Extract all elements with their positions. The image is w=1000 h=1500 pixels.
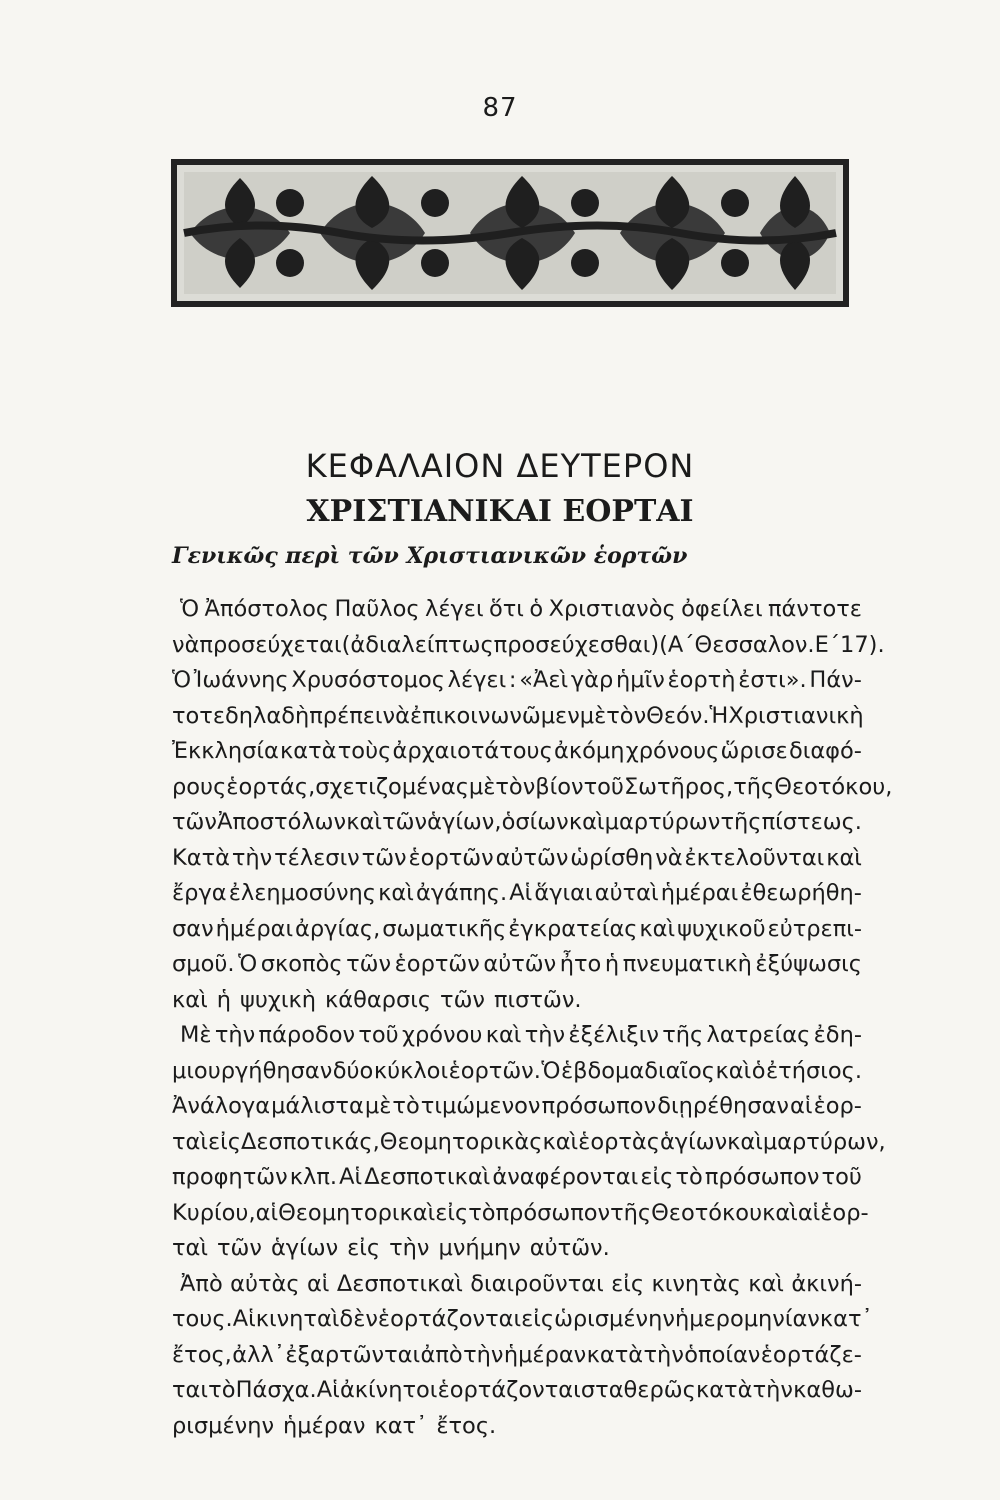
word: τὴν: [231, 844, 273, 871]
text-line: [172, 628, 885, 664]
word: αἱ: [797, 1199, 821, 1226]
word: σαν: [172, 915, 214, 942]
word: Κυρίου,: [172, 1199, 256, 1226]
word: εἰς: [208, 1128, 241, 1155]
word: Ὁ: [541, 1057, 561, 1084]
word: ὅτι: [489, 596, 524, 622]
word: ἔργα: [172, 880, 227, 906]
word: ἡμέραν: [283, 1412, 366, 1439]
word: τῆς: [720, 809, 762, 835]
word: ἡ: [604, 951, 620, 977]
text-line: [172, 1125, 886, 1161]
word: «Ἀεὶ: [519, 667, 569, 693]
word: τὴν: [643, 1341, 684, 1368]
text-line: [172, 947, 862, 983]
word: ἑορτὰς: [578, 1128, 660, 1155]
word: τῶν: [382, 809, 428, 835]
word: τῆς: [610, 1199, 652, 1226]
word: καὶ: [172, 986, 208, 1013]
word: Ἀνάλογα: [172, 1093, 271, 1119]
word: Ἀποστόλων: [217, 809, 347, 835]
word: ἔτος.: [436, 1412, 497, 1439]
word: ρισμένην: [172, 1412, 275, 1439]
word: τὴν: [463, 1341, 504, 1368]
word: τὴν: [214, 1022, 256, 1048]
word: τὴν: [524, 1022, 566, 1048]
word: ἑορτῶν: [394, 951, 480, 977]
word: καὶ: [762, 1199, 798, 1226]
word: τῶν: [172, 809, 217, 835]
word: εἰς: [611, 1270, 645, 1297]
word: (ἀδιαλείπτως: [341, 631, 494, 658]
word: δηλαδὴ: [225, 702, 310, 729]
word: τέλεσιν: [274, 844, 360, 871]
text-line: [172, 841, 862, 877]
word: καὶ: [378, 880, 414, 906]
word: τὸ: [675, 1164, 703, 1190]
word: Ἡ: [709, 702, 729, 729]
word: χρόνους: [625, 738, 720, 764]
word: Ὁ: [180, 596, 200, 622]
word: ἅγιαι: [534, 880, 593, 906]
word: Δεσποτικαὶ: [336, 1270, 463, 1297]
word: ψυχικὴ: [239, 986, 316, 1013]
word: δύο: [332, 1057, 374, 1084]
text-line: [172, 983, 862, 1019]
word: Ὁ: [172, 667, 192, 693]
word: ἁγίων,: [427, 809, 502, 835]
word: τῶν: [440, 986, 486, 1013]
word: κατὰ: [695, 1377, 753, 1403]
word: πρόσωπον: [704, 1164, 820, 1190]
word: Σωτῆρος,: [623, 773, 734, 800]
word: Πάσχα.: [235, 1377, 317, 1403]
word: τὸν: [495, 773, 536, 800]
word: ρους: [172, 773, 227, 800]
word: ἑορτάζονται: [437, 1377, 581, 1403]
word: ἐδη-: [813, 1022, 862, 1048]
word: πιστῶν.: [494, 986, 582, 1013]
word: ὡρίσθη: [570, 844, 654, 871]
word: Ε΄: [814, 631, 841, 658]
word: ἑορτῶν: [408, 844, 494, 871]
word: ἁγίων: [659, 1128, 728, 1155]
word: ἑορτὴ: [667, 667, 736, 693]
word: 17).: [840, 631, 885, 658]
text-line: [172, 1089, 862, 1125]
word: προσεύχεσθαι): [493, 631, 660, 658]
word: εἰς: [435, 1199, 469, 1226]
word: ἑορτῶν.: [448, 1057, 541, 1084]
word: τῆς: [733, 773, 775, 800]
word: πρόσωπον: [495, 1199, 611, 1226]
word: ἀναφέρονται: [492, 1164, 639, 1190]
word: ἔτος,: [172, 1341, 232, 1368]
word: ὀφείλει: [681, 596, 763, 622]
word: λέγει: [425, 596, 484, 622]
word: ἀγάπης.: [415, 880, 508, 906]
word: ἡμέραν: [503, 1341, 587, 1368]
text-line: [172, 876, 862, 912]
word: Αἱ: [232, 1306, 256, 1332]
word: τὴν: [752, 1377, 793, 1403]
word: Θεσσαλον.: [694, 631, 815, 658]
word: Χριστιανὸς: [548, 596, 676, 622]
word: προσεύχεται: [199, 631, 342, 658]
word: τοῦ: [821, 1164, 862, 1190]
word: (Α΄: [659, 631, 695, 658]
word: Θεομητορικαὶ: [278, 1199, 436, 1226]
word: πρέπει: [309, 702, 383, 729]
word: τους.: [172, 1306, 233, 1332]
word: ἁγίων: [270, 1235, 339, 1261]
word: γὰρ: [570, 667, 614, 693]
text-line: [172, 663, 862, 699]
word: Ἀπὸ: [180, 1270, 223, 1297]
word: Χριστιανικὴ: [728, 702, 864, 729]
word: τὸ: [468, 1199, 496, 1226]
text-line: [172, 912, 862, 948]
word: Αἱ: [339, 1164, 363, 1190]
word: ἑορ-: [813, 1093, 862, 1119]
section-subtitle: Γενικῶς περὶ τῶν Χριστιανικῶν ἑορτῶν: [172, 543, 688, 569]
word: ἑορτάς,: [226, 773, 316, 800]
word: :: [508, 667, 517, 693]
text-line: [172, 1373, 862, 1409]
word: ἀκόμη: [554, 738, 625, 764]
word: μὲ: [364, 1093, 392, 1119]
body-text: [172, 592, 893, 1444]
text-line: [172, 1054, 862, 1090]
word: Παῦλος: [334, 596, 420, 622]
word: κινηταὶ: [255, 1306, 340, 1332]
text-line: [172, 1338, 862, 1374]
word: λέγει: [447, 667, 507, 693]
word: ἐξαρτῶνται: [285, 1341, 421, 1368]
word: ἀκίνητοι: [339, 1377, 438, 1403]
word: δὲν: [339, 1306, 378, 1332]
word: καὶ: [748, 1270, 784, 1297]
word: ἑβδομαδιαῖος: [561, 1057, 715, 1084]
word: μαρτύρων: [604, 809, 721, 835]
word: ἀλλ᾽: [232, 1341, 285, 1368]
word: ται: [172, 1377, 208, 1403]
word: πάντοτε: [768, 596, 862, 622]
text-line: [172, 1302, 873, 1338]
word: μὲ: [468, 773, 496, 800]
word: ὥρισε: [720, 738, 788, 764]
word: σκοπὸς: [260, 951, 343, 977]
word: καὶ: [715, 1057, 752, 1084]
word: κατ᾽: [374, 1412, 428, 1439]
word: ἡμέραι: [215, 915, 294, 942]
text-line: [172, 1018, 862, 1054]
text-line: [172, 770, 893, 806]
word: ἀπὸ: [420, 1341, 463, 1368]
word: διαιροῦνται: [470, 1270, 604, 1297]
word: Θεοτόκου: [651, 1199, 763, 1226]
word: κατ᾽: [819, 1306, 873, 1332]
word: Αἱ: [509, 880, 533, 906]
word: τὸν: [606, 702, 647, 729]
word: κλπ.: [289, 1164, 338, 1190]
word: Θεόν.: [646, 702, 710, 729]
word: ἐτήσιος.: [766, 1057, 862, 1084]
word: πρόσωπον: [541, 1093, 657, 1119]
word: τοτε: [172, 702, 226, 729]
word: μαρτύρων,: [762, 1128, 886, 1155]
word: πίστεως.: [761, 809, 862, 835]
word: καὶ: [826, 844, 862, 871]
word: Δεσποτικάς,: [240, 1128, 380, 1155]
word: τὴν: [389, 1235, 430, 1261]
word: τὸ: [208, 1377, 236, 1403]
word: αἱ: [306, 1270, 330, 1297]
word: ταὶ: [172, 1128, 208, 1155]
text-line: [172, 592, 862, 628]
text-line: [172, 1196, 869, 1232]
word: Θεομητορικὰς: [379, 1128, 543, 1155]
text-line: [172, 1160, 862, 1196]
word: Θεοτόκου,: [774, 773, 893, 800]
word: Ὁ: [238, 951, 258, 977]
word: ἐπικοινωνῶμεν: [409, 702, 580, 729]
word: ἡμέραι: [660, 880, 739, 906]
word: διῃρέθησαν: [657, 1093, 789, 1119]
word: τῶν: [346, 951, 392, 977]
word: χρόνου: [402, 1022, 483, 1048]
word: ἦτο: [559, 951, 602, 977]
word: καὶ: [346, 809, 382, 835]
word: ἀκινή-: [791, 1270, 862, 1297]
word: ταὶ: [172, 1235, 208, 1261]
word: λατρείας: [706, 1022, 811, 1048]
word: σμοῦ.: [172, 951, 235, 977]
word: κινητὰς: [651, 1270, 741, 1297]
word: Χρυσόστομος: [291, 667, 445, 693]
word: τὸ: [392, 1093, 420, 1119]
word: ὁ: [751, 1057, 766, 1084]
word: τοῦ: [583, 773, 624, 800]
word: Αἱ: [316, 1377, 340, 1403]
word: αὐτῶν: [483, 951, 557, 977]
word: ὡρισμένην: [554, 1306, 675, 1332]
word: καὶ: [727, 1128, 763, 1155]
word: κύκλοι: [373, 1057, 449, 1084]
word: τιμώμενον: [420, 1093, 541, 1119]
word: αἱ: [255, 1199, 279, 1226]
word: καὶ: [542, 1128, 579, 1155]
word: αὐταὶ: [594, 880, 659, 906]
word: καθω-: [793, 1377, 862, 1403]
text-line: [172, 805, 862, 841]
floral-band-icon: [170, 158, 850, 308]
word: σταθερῶς: [580, 1377, 696, 1403]
word: αὐτὰς: [230, 1270, 300, 1297]
word: εἰς: [347, 1235, 381, 1261]
word: προφητῶν: [172, 1164, 288, 1190]
word: ἐστι».: [738, 667, 807, 693]
word: εὐτρεπι-: [767, 915, 862, 942]
word: βίον: [535, 773, 584, 800]
word: Μὲ: [180, 1022, 212, 1048]
word: τοῦ: [358, 1022, 399, 1048]
word: ἐθεωρήθη-: [740, 880, 862, 906]
word: ἐξύψωσις: [755, 951, 862, 977]
word: ἀρχαιοτάτους: [392, 738, 553, 764]
word: ὁποίαν: [684, 1341, 761, 1368]
word: κάθαρσις: [324, 986, 432, 1013]
word: ἐκτελοῦνται: [684, 844, 825, 871]
word: πνευματικὴ: [622, 951, 752, 977]
word: αὐτῶν: [495, 844, 569, 871]
chapter-heading: ΚΕΦΑΛΑΙΟΝ ΔΕΥΤΕΡΟΝ: [305, 447, 695, 485]
word: σχετιζομένας: [315, 773, 469, 800]
word: Πάν-: [809, 667, 862, 693]
word: αὐτῶν.: [529, 1235, 610, 1261]
word: ἐξέλιξιν: [568, 1022, 659, 1048]
word: ἑορ-: [820, 1199, 869, 1226]
word: ἡ: [216, 986, 231, 1013]
word: νὰ: [382, 702, 410, 729]
word: κατὰ: [586, 1341, 644, 1368]
word: καὶ: [568, 809, 605, 835]
word: μὲ: [579, 702, 607, 729]
word: κατὰ: [280, 738, 337, 764]
word: ἡμῖν: [616, 667, 665, 693]
text-line: [172, 1267, 862, 1303]
word: Δεσποτικαὶ: [364, 1164, 491, 1190]
word: αἱ: [790, 1093, 813, 1119]
word: εἰς: [640, 1164, 674, 1190]
word: Κατὰ: [172, 844, 230, 871]
word: ἀργίας,: [295, 915, 381, 942]
word: Ἐκκλησία: [172, 738, 279, 764]
word: καὶ: [485, 1022, 522, 1048]
text-line: [172, 1231, 862, 1267]
word: μιουργήθησαν: [172, 1057, 333, 1084]
word: ἡμερομηνίαν: [674, 1306, 820, 1332]
word: πάροδον: [258, 1022, 356, 1048]
word: ἑορτάζονται: [377, 1306, 522, 1332]
word: νὰ: [655, 844, 683, 871]
word: ἑορτάζε-: [760, 1341, 862, 1368]
page-number: 87: [482, 93, 518, 123]
word: σωματικῆς: [382, 915, 507, 942]
word: νὰ: [172, 631, 200, 658]
text-line: [172, 699, 862, 735]
word: ὁ: [529, 596, 544, 622]
word: Ἰωάννης: [193, 667, 289, 693]
section-title: ΧΡΙΣΤΙΑΝΙΚΑΙ ΕΟΡΤΑΙ: [306, 494, 694, 529]
word: ἐγκρατείας: [508, 915, 638, 942]
text-line: [172, 734, 862, 770]
word: τῆς: [662, 1022, 704, 1048]
word: Ἀπόστολος: [204, 596, 330, 622]
text-line: [172, 1409, 862, 1445]
word: τῶν: [217, 1235, 262, 1261]
word: τοὺς: [337, 738, 392, 764]
word: μνήμην: [438, 1235, 521, 1261]
word: εἰς: [521, 1306, 555, 1332]
word: τῶν: [361, 844, 407, 871]
word: ὁσίων: [501, 809, 569, 835]
word: καὶ: [639, 915, 676, 942]
word: ἐλεημοσύνης: [228, 880, 377, 906]
word: διαφό-: [788, 738, 862, 764]
word: μάλιστα: [271, 1093, 364, 1119]
word: ψυχικοῦ: [677, 915, 766, 942]
